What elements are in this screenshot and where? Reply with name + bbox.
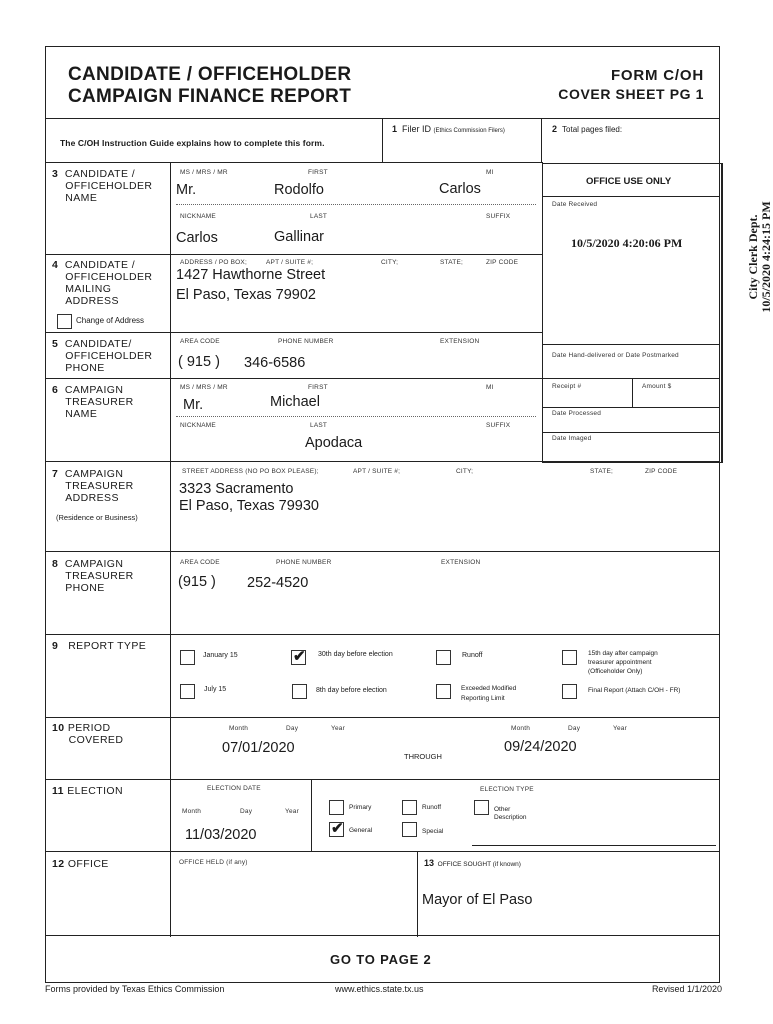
amount-label: Amount $ bbox=[642, 383, 672, 390]
state-col-label: STATE; bbox=[590, 468, 613, 475]
last-name-label: LAST bbox=[310, 422, 328, 429]
report-july-checkbox[interactable] bbox=[180, 684, 195, 699]
report-8th-day-checkbox[interactable] bbox=[292, 684, 307, 699]
divider bbox=[45, 551, 720, 552]
report-exceeded-label: Exceeded Modified Reporting Limit bbox=[461, 685, 517, 702]
election-special-checkbox[interactable] bbox=[402, 822, 417, 837]
period-to-month-label: Month bbox=[511, 725, 531, 732]
title-field-label: MS / MRS / MR bbox=[180, 384, 228, 391]
change-of-address-checkbox[interactable] bbox=[57, 314, 72, 329]
section-8-label: 8 CAMPAIGN TREASURER PHONE bbox=[52, 558, 134, 594]
report-30th-day-label: 30th day before election bbox=[318, 651, 393, 658]
election-special-label: Special bbox=[422, 828, 444, 835]
dotted-divider bbox=[176, 204, 536, 205]
election-general-checkbox[interactable] bbox=[329, 822, 344, 837]
last-name-label: LAST bbox=[310, 213, 328, 220]
report-july-label: July 15 bbox=[204, 686, 227, 693]
check-mark-icon: ✔ bbox=[293, 648, 306, 665]
phone-number-label: PHONE NUMBER bbox=[278, 338, 334, 345]
report-15th-day-label: 15th day after campaign treasurer appointment (Officeholder Only) bbox=[588, 650, 658, 675]
period-to-year-label: Year bbox=[613, 725, 627, 732]
period-from-month-label: Month bbox=[229, 725, 249, 732]
election-day-label: Day bbox=[240, 808, 253, 815]
election-date-value[interactable]: 11/03/2020 bbox=[185, 827, 257, 843]
report-30th-day-checkbox[interactable] bbox=[291, 650, 306, 665]
mi-label: MI bbox=[486, 169, 494, 176]
divider bbox=[542, 378, 720, 379]
area-code-label: AREA CODE bbox=[180, 559, 220, 566]
treasurer-last-name-value[interactable]: Apodaca bbox=[305, 435, 363, 451]
divider bbox=[311, 779, 312, 851]
treasurer-address-line2[interactable]: El Paso, Texas 79930 bbox=[179, 498, 319, 514]
report-8th-day-label: 8th day before election bbox=[316, 687, 387, 694]
section-3-label: 3 CANDIDATE / OFFICEHOLDER NAME bbox=[52, 168, 153, 204]
title-field-label: MS / MRS / MR bbox=[180, 169, 228, 176]
election-year-label: Year bbox=[285, 808, 299, 815]
divider bbox=[632, 378, 633, 408]
candidate-address-line2[interactable]: El Paso, Texas 79902 bbox=[176, 287, 316, 303]
section-9-label: 9 REPORT TYPE bbox=[52, 640, 147, 652]
section-4-label: 4 CANDIDATE / OFFICEHOLDER MAILING ADDRESS bbox=[52, 259, 153, 307]
divider bbox=[417, 851, 418, 937]
candidate-phone-value[interactable]: 346-6586 bbox=[244, 355, 306, 371]
zip-col-label: ZIP CODE bbox=[645, 468, 678, 475]
total-pages-label: 2 Total pages filed: bbox=[552, 124, 623, 134]
section-10-label: 10 PERIOD COVERED bbox=[52, 722, 124, 746]
hand-delivered-label: Date Hand-delivered or Date Postmarked bbox=[552, 352, 679, 359]
form-code: FORM C/OH bbox=[610, 67, 704, 84]
through-label: THROUGH bbox=[404, 752, 442, 761]
form-title-line1: CANDIDATE / OFFICEHOLDER bbox=[68, 64, 352, 85]
phone-number-label: PHONE NUMBER bbox=[276, 559, 332, 566]
election-runoff-label: Runoff bbox=[422, 804, 442, 811]
divider bbox=[45, 162, 543, 163]
divider bbox=[45, 332, 543, 333]
divider bbox=[45, 254, 543, 255]
extension-label: EXTENSION bbox=[441, 559, 481, 566]
change-of-address-label: Change of Address bbox=[76, 316, 145, 325]
treasurer-title-value[interactable]: Mr. bbox=[183, 397, 204, 413]
date-received-label: Date Received bbox=[552, 201, 598, 208]
section-6-label: 6 CAMPAIGN TREASURER NAME bbox=[52, 384, 134, 420]
candidate-address-line1[interactable]: 1427 Hawthorne Street bbox=[176, 267, 326, 283]
report-exceeded-checkbox[interactable] bbox=[436, 684, 451, 699]
footer-left: Forms provided by Texas Ethics Commission bbox=[45, 984, 225, 994]
election-date-label: ELECTION DATE bbox=[207, 785, 261, 792]
election-primary-label: Primary bbox=[349, 804, 372, 811]
section-5-label: 5 CANDIDATE/ OFFICEHOLDER PHONE bbox=[52, 338, 153, 374]
report-runoff-checkbox[interactable] bbox=[436, 650, 451, 665]
divider bbox=[45, 717, 720, 718]
date-received-value: 10/5/2020 4:20:06 PM bbox=[571, 236, 683, 250]
report-final-checkbox[interactable] bbox=[562, 684, 577, 699]
election-other-checkbox[interactable] bbox=[474, 800, 489, 815]
other-description-line bbox=[472, 845, 716, 846]
section-12-label: 12 OFFICE bbox=[52, 858, 109, 870]
check-mark-icon: ✔ bbox=[331, 820, 344, 837]
suffix-label: SUFFIX bbox=[486, 422, 511, 429]
section-11-label: 11 ELECTION bbox=[52, 785, 123, 797]
divider bbox=[541, 118, 542, 162]
candidate-first-name-value[interactable]: Rodolfo bbox=[274, 182, 324, 198]
nickname-label: NICKNAME bbox=[180, 422, 216, 429]
candidate-mi-value[interactable]: Carlos bbox=[439, 181, 481, 197]
divider bbox=[542, 407, 720, 408]
instructions-text: The C/OH Instruction Guide explains how to complete this form. bbox=[60, 138, 325, 148]
city-col-label: CITY; bbox=[381, 259, 399, 266]
election-runoff-checkbox[interactable] bbox=[402, 800, 417, 815]
footer-url[interactable]: www.ethics.state.tx.us bbox=[335, 984, 424, 994]
divider bbox=[542, 344, 720, 345]
form-subtitle: COVER SHEET PG 1 bbox=[558, 86, 704, 102]
office-use-box bbox=[542, 163, 723, 463]
form-title-line2: CAMPAIGN FINANCE REPORT bbox=[68, 86, 352, 107]
divider bbox=[45, 461, 720, 462]
clerk-stamp: City Clerk Dept. 10/5/2020 4:24:15 PM bbox=[746, 201, 773, 313]
first-name-label: FIRST bbox=[308, 384, 328, 391]
treasurer-address-line1[interactable]: 3323 Sacramento bbox=[179, 481, 294, 497]
date-processed-label: Date Processed bbox=[552, 410, 602, 417]
candidate-area-code-value[interactable]: ( 915 ) bbox=[178, 354, 220, 370]
divider bbox=[45, 851, 720, 852]
treasurer-phone-value[interactable]: 252-4520 bbox=[247, 575, 309, 591]
candidate-nickname-value[interactable]: Carlos bbox=[176, 230, 218, 246]
divider bbox=[170, 162, 171, 937]
apt-col-label: APT / SUITE #; bbox=[266, 259, 314, 266]
election-type-label: ELECTION TYPE bbox=[480, 786, 534, 793]
treasurer-area-code-value[interactable]: (915 ) bbox=[178, 574, 216, 590]
section-7-sub: (Residence or Business) bbox=[56, 513, 138, 522]
mi-label: MI bbox=[486, 384, 494, 391]
report-final-label: Final Report (Attach C/OH - FR) bbox=[588, 687, 681, 694]
nickname-label: NICKNAME bbox=[180, 213, 216, 220]
date-imaged-label: Date Imaged bbox=[552, 435, 592, 442]
state-col-label: STATE; bbox=[440, 259, 463, 266]
election-other-label: Other Description bbox=[494, 806, 527, 821]
dotted-divider bbox=[176, 416, 536, 417]
extension-label: EXTENSION bbox=[440, 338, 480, 345]
divider bbox=[45, 378, 543, 379]
candidate-title-value[interactable]: Mr. bbox=[176, 182, 197, 198]
divider bbox=[45, 634, 720, 635]
divider bbox=[382, 118, 383, 162]
office-sought-value[interactable]: Mayor of El Paso bbox=[422, 892, 533, 908]
divider bbox=[45, 779, 720, 780]
address-col-label: ADDRESS / PO BOX; bbox=[180, 259, 247, 266]
divider bbox=[542, 196, 720, 197]
candidate-last-name-value[interactable]: Gallinar bbox=[274, 229, 324, 245]
office-use-title: OFFICE USE ONLY bbox=[586, 176, 672, 187]
divider bbox=[542, 432, 720, 433]
report-january-label: January 15 bbox=[203, 652, 238, 659]
area-code-label: AREA CODE bbox=[180, 338, 220, 345]
report-15th-day-checkbox[interactable] bbox=[562, 650, 577, 665]
city-col-label: CITY; bbox=[456, 468, 474, 475]
divider bbox=[45, 935, 720, 936]
election-month-label: Month bbox=[182, 808, 202, 815]
period-from-value[interactable]: 07/01/2020 bbox=[222, 740, 295, 756]
office-held-label: OFFICE HELD (if any) bbox=[179, 859, 248, 866]
period-from-year-label: Year bbox=[331, 725, 345, 732]
election-general-label: General bbox=[349, 827, 373, 834]
street-col-label: STREET ADDRESS (NO PO BOX PLEASE); bbox=[182, 468, 319, 475]
office-sought-label: 13 OFFICE SOUGHT (if known) bbox=[424, 858, 521, 868]
apt-col-label: APT / SUITE #; bbox=[353, 468, 401, 475]
receipt-label: Receipt # bbox=[552, 383, 582, 390]
period-to-value[interactable]: 09/24/2020 bbox=[504, 739, 577, 755]
election-primary-checkbox[interactable] bbox=[329, 800, 344, 815]
zip-col-label: ZIP CODE bbox=[486, 259, 519, 266]
footer-revised: Revised 1/1/2020 bbox=[651, 984, 722, 994]
period-to-day-label: Day bbox=[568, 725, 581, 732]
go-to-page-2: GO TO PAGE 2 bbox=[330, 952, 432, 967]
suffix-label: SUFFIX bbox=[486, 213, 511, 220]
treasurer-first-name-value[interactable]: Michael bbox=[270, 394, 320, 410]
section-7-label: 7 CAMPAIGN TREASURER ADDRESS bbox=[52, 468, 134, 504]
period-from-day-label: Day bbox=[286, 725, 299, 732]
report-runoff-label: Runoff bbox=[462, 652, 483, 659]
report-january-checkbox[interactable] bbox=[180, 650, 195, 665]
filer-id-label: 1 Filer ID (Ethics Commission Filers) bbox=[392, 124, 505, 134]
first-name-label: FIRST bbox=[308, 169, 328, 176]
